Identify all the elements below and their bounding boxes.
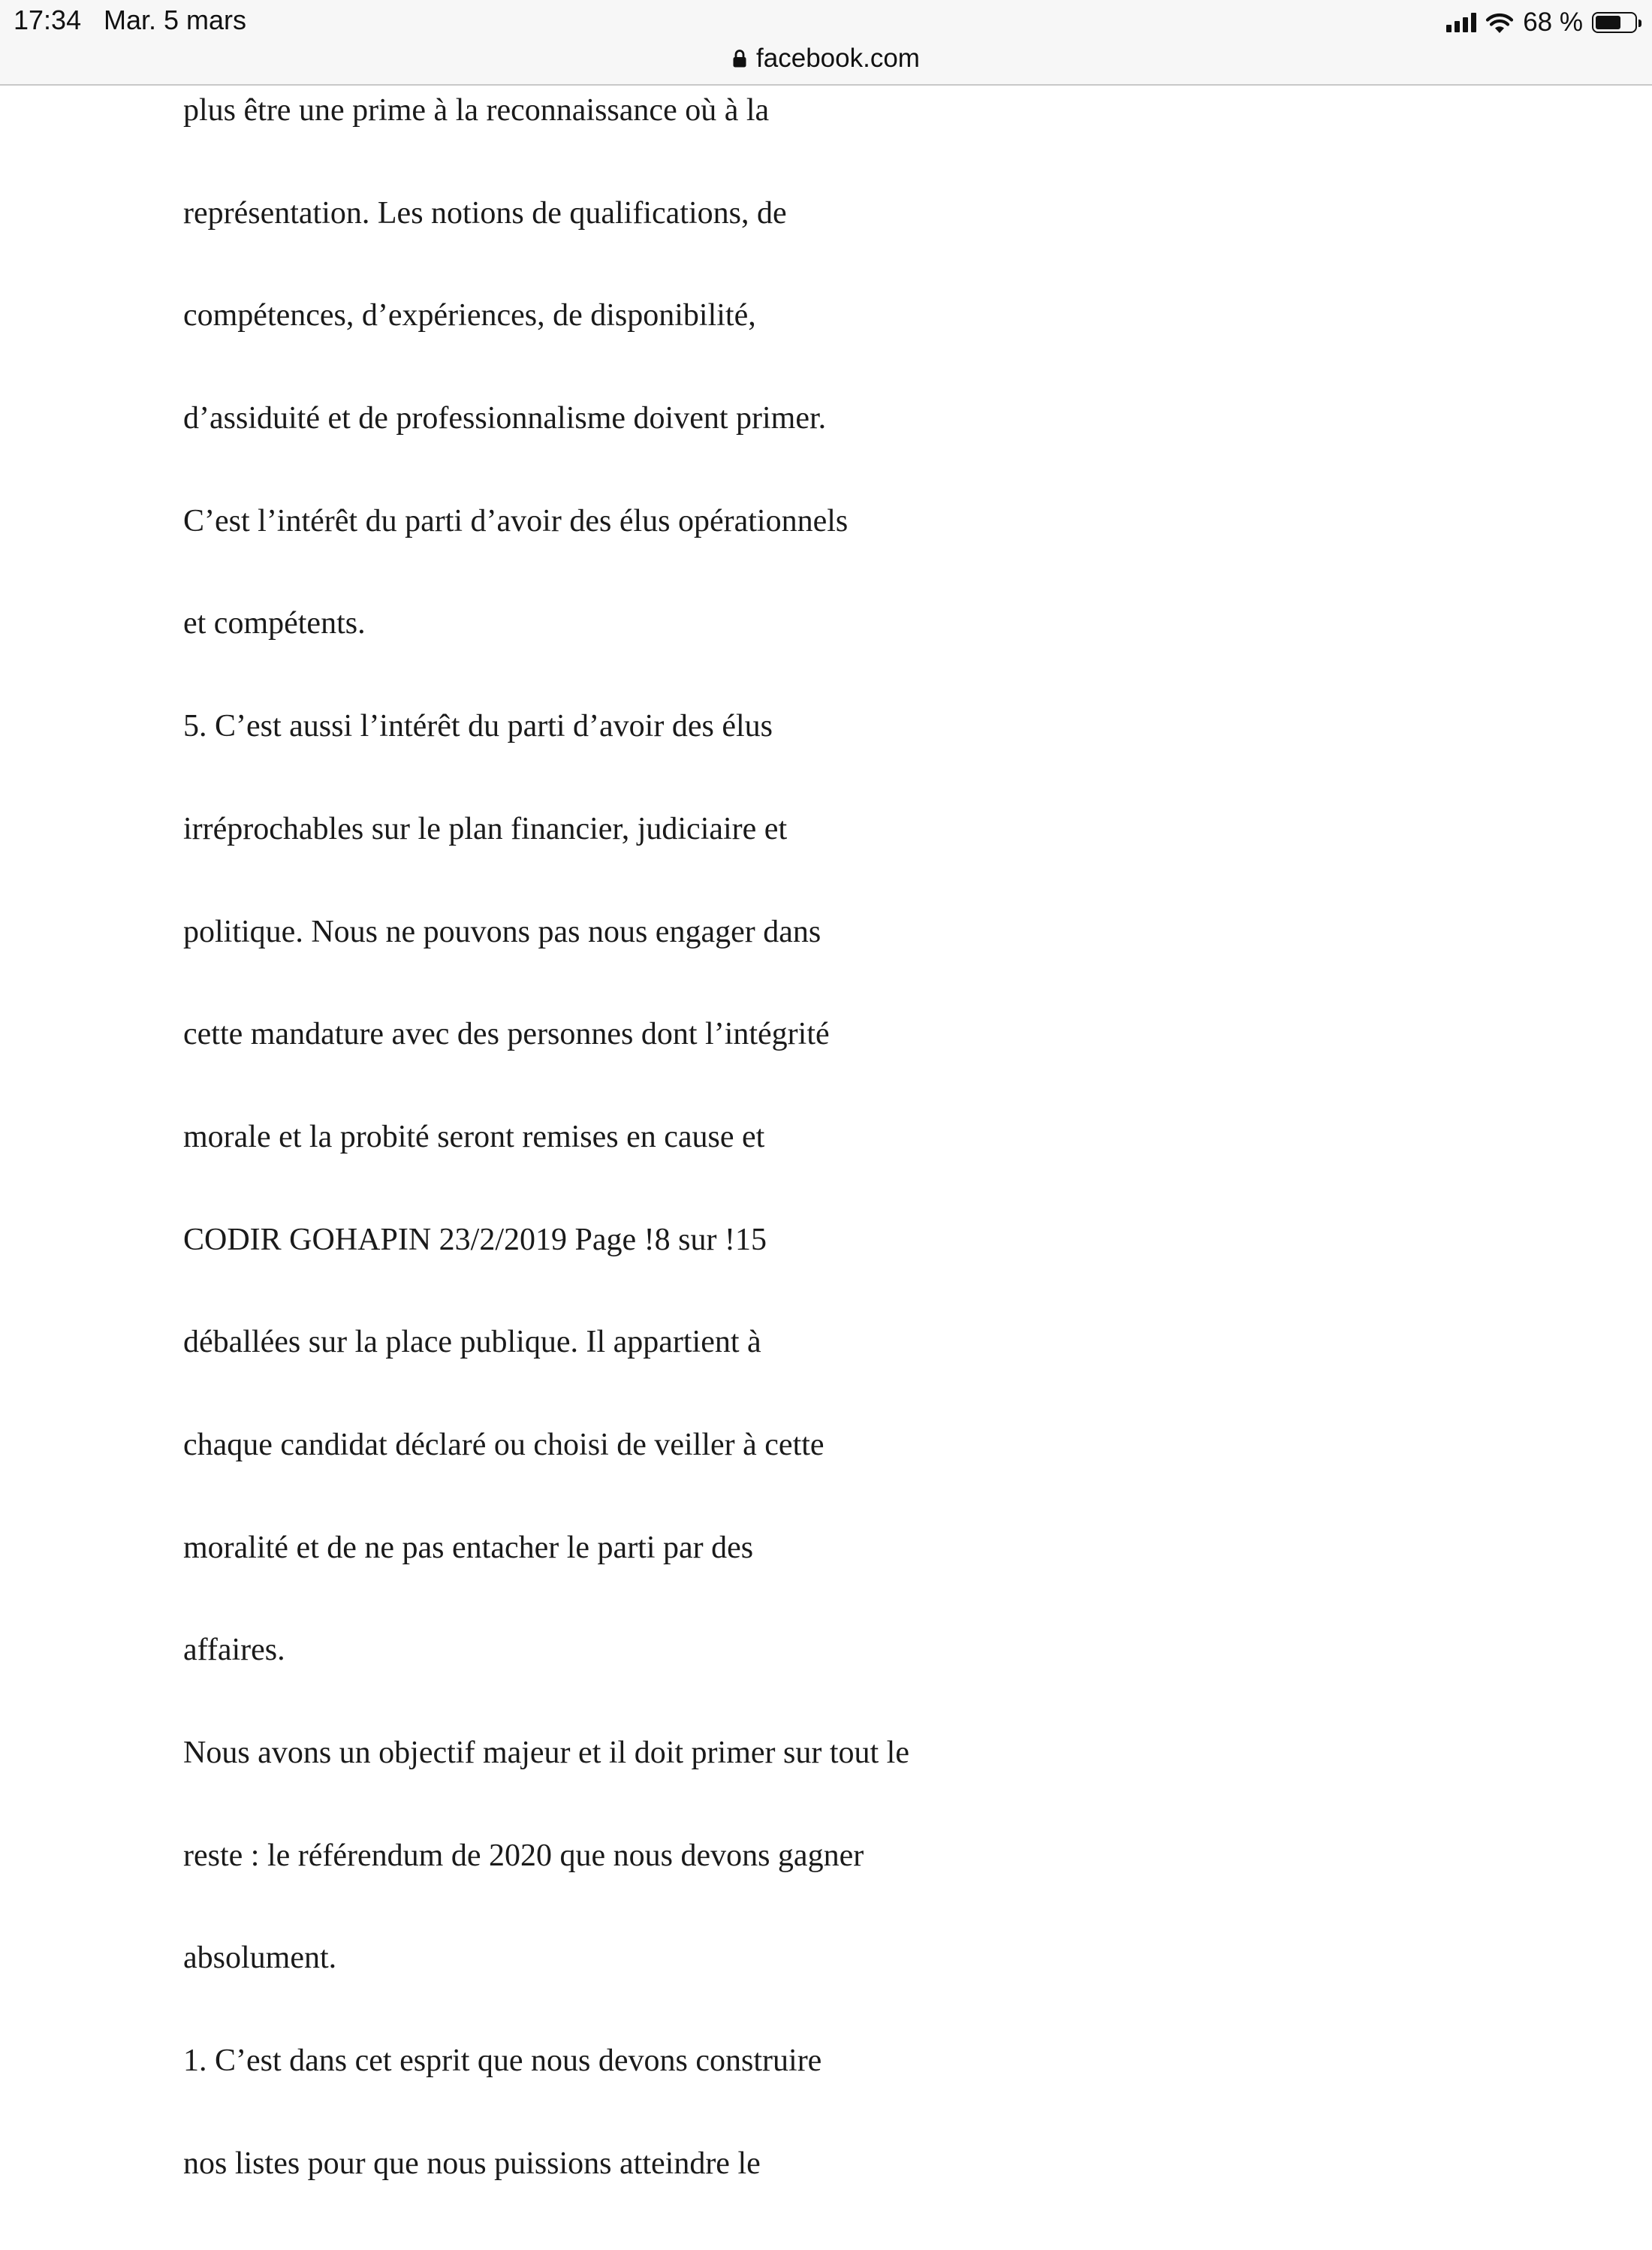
document-text-line: déballées sur la place publique. Il appartient à <box>183 1325 761 1360</box>
cellular-signal-icon <box>1446 13 1476 32</box>
signal-bar <box>1455 21 1460 32</box>
battery-fill <box>1596 16 1620 29</box>
document-text-line: plus être une prime à la reconnaissance où à la <box>183 93 770 128</box>
battery-tip <box>1638 20 1641 27</box>
document-body <box>183 95 1535 2250</box>
document-text-line: cette mandature avec des personnes dont l’intégrité <box>183 1017 830 1052</box>
document-text-line: 5. C’est aussi l’intérêt du parti d’avoir des élus <box>183 709 773 744</box>
url-text[interactable]: facebook.com <box>756 44 920 73</box>
document-text-line: Nous avons un objectif majeur et il doit primer sur tout le <box>183 1736 909 1770</box>
document-text-line: irréprochables sur le plan financier, judiciaire et <box>183 811 788 846</box>
document-text-line: affaires. <box>183 1633 285 1668</box>
status-date: Mar. 5 mars <box>104 5 247 35</box>
document-text-line: reste : le référendum de 2020 que nous devons gagner <box>183 1838 864 1873</box>
document-text-line: morale et la probité seront remises en cause et <box>183 1119 765 1154</box>
document-text-line: 1. C’est dans cet esprit que nous devons construire <box>183 2043 822 2079</box>
document-text-line: absolument. <box>183 1941 337 1976</box>
lock-icon <box>732 49 747 68</box>
status-indicators <box>1446 6 1637 39</box>
signal-bar <box>1463 17 1468 32</box>
document-text-line: CODIR GOHAPIN 23/2/2019 Page !8 sur !15 <box>183 1222 767 1257</box>
document-text-line: chaque candidat déclaré ou choisi de veiller à cette <box>183 1427 824 1462</box>
signal-bar <box>1446 25 1452 32</box>
wifi-icon <box>1485 11 1514 34</box>
document-text-line: compétences, d’expériences, de disponibilité, <box>183 298 756 333</box>
address-bar[interactable] <box>0 42 1652 75</box>
battery-icon <box>1592 12 1637 33</box>
document-text-line: politique. Nous ne pouvons pas nous engager dans <box>183 914 821 949</box>
signal-bar <box>1471 13 1476 32</box>
document-text-line: et compétents. <box>183 606 366 641</box>
document-text-line: représentation. Les notions de qualifications, de <box>183 195 787 231</box>
status-time: 17:34 <box>14 5 82 35</box>
document-text-line: nos listes pour que nous puissions atteindre le <box>183 2146 761 2181</box>
status-bar <box>0 0 1652 86</box>
document-text-line: d’assiduité et de professionnalisme doivent primer. <box>183 401 827 436</box>
document-text-line: C’est l’intérêt du parti d’avoir des élus opérationnels <box>183 503 849 538</box>
battery-percentage: 68 % <box>1523 8 1583 37</box>
document-text-line: moralité et de ne pas entacher le parti par des <box>183 1530 754 1565</box>
